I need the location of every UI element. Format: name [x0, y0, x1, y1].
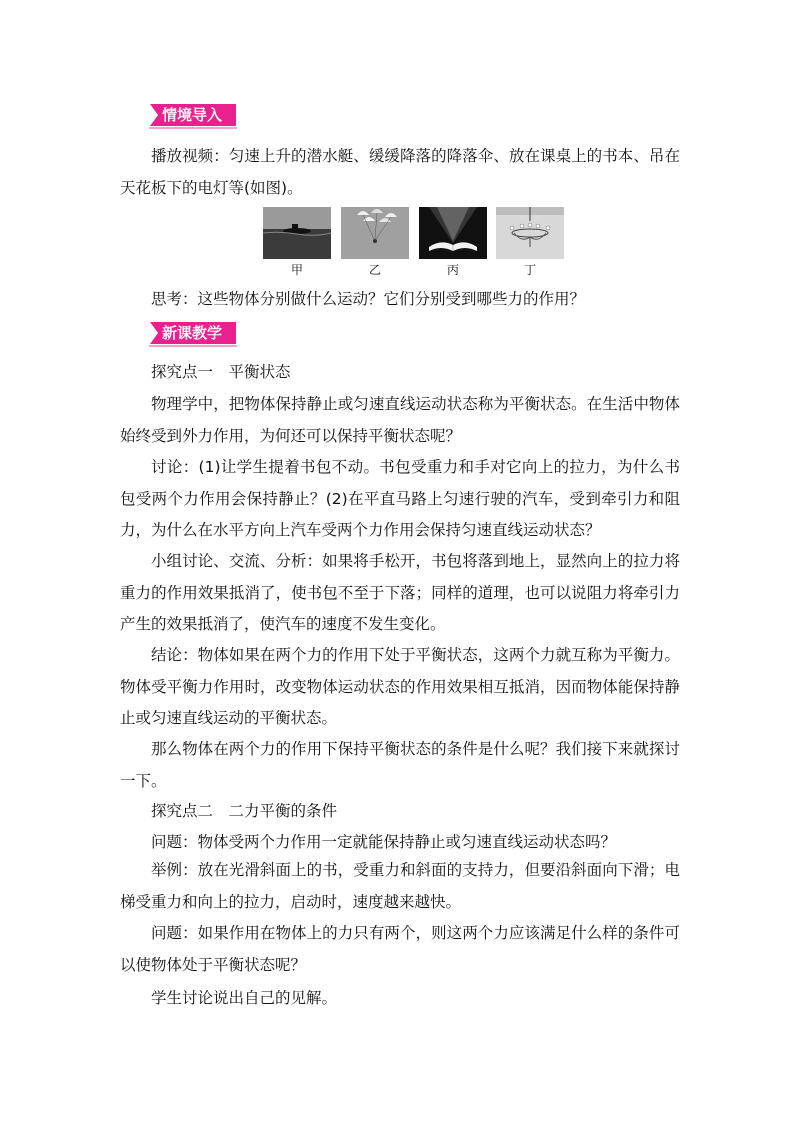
paragraph-discussion: 讨论：(1)让学生提着书包不动。书包受重力和手对它向上的拉力，为什么书包受两个力作用会保持静止？(2)在平直马路上匀速行驶的汽车，受到牵引力和阻力，为什么在水平方向上汽车受两个力作用会保持匀速直线运动状态？ — [120, 458, 680, 539]
intro-paragraph: 播放视频：匀速上升的潜水艇、缓缓降落的降落伞、放在课桌上的书本、吊在天花板下的电灯等(如图)。 — [120, 147, 680, 197]
paragraph-conclusion: 结论：物体如果在两个力的作用下处于平衡状态，这两个力就互称为平衡力。物体受平衡力作用时，改变物体运动状态的作用效果相互抵消，因而物体能保持静止或匀速直线运动的平衡状态。 — [120, 646, 680, 727]
figure-label-bing: 丙 — [446, 263, 459, 277]
student-discussion: 学生讨论说出自己的见解。 — [151, 989, 338, 1007]
section-heading-intro: 情境导入 — [150, 104, 236, 126]
paragraph-transition: 那么物体在两个力的作用下保持平衡状态的条件是什么呢？我们接下来就探讨一下。 — [120, 740, 680, 790]
point1-title: 探究点一 平衡状态 — [151, 363, 291, 381]
figure-label-yi: 乙 — [368, 263, 381, 277]
submarine-image — [263, 207, 331, 259]
paragraph-examples: 举例：放在光滑斜面上的书，受重力和斜面的支持力，但要沿斜面向下滑；电梯受重力和向上的拉力，启动时，速度越来越快。 — [120, 861, 680, 911]
book-image — [419, 207, 487, 259]
point2-title: 探究点二 二力平衡的条件 — [151, 802, 338, 820]
figure-label-ding: 丁 — [523, 263, 536, 277]
paragraph-question-two: 问题：如果作用在物体上的力只有两个，则这两个力应该满足什么样的条件可以使物体处于平衡状态呢？ — [120, 924, 680, 974]
think-question: 思考：这些物体分别做什么运动？它们分别受到哪些力的作用？ — [151, 290, 586, 308]
chandelier-image — [496, 207, 564, 259]
paragraph-group-analysis: 小组讨论、交流、分析：如果将手松开，书包将落到地上，显然向上的拉力将重力的作用效果抵消了，使书包不至于下落；同样的道理，也可以说阻力将牵引力产生的效果抵消了，使汽车的速度不发生变化。 — [120, 552, 680, 633]
parachute-image — [341, 207, 409, 259]
section-heading-new-lesson: 新课教学 — [150, 322, 236, 344]
figure-strip — [263, 207, 563, 275]
question-one: 问题：物体受两个力作用一定就能保持静止或匀速直线运动状态吗？ — [151, 833, 617, 851]
figure-label-jia: 甲 — [290, 263, 303, 277]
paragraph-balance-state: 物理学中，把物体保持静止或匀速直线运动状态称为平衡状态。在生活中物体始终受到外力作用，为何还可以保持平衡状态呢？ — [120, 395, 680, 445]
